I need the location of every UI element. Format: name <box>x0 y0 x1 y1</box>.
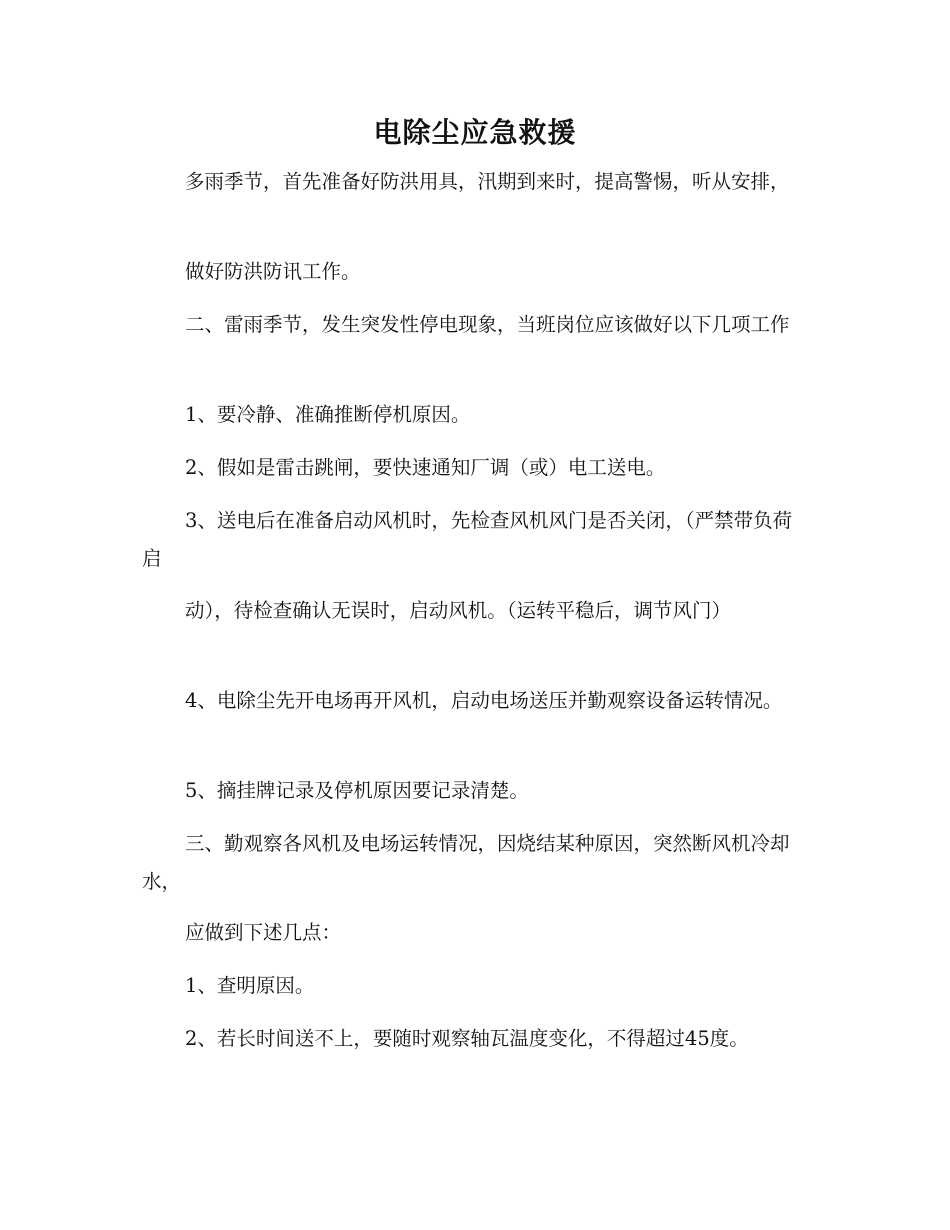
paragraph-4: 1、要冷静、准确推断停机原因。 <box>185 403 471 426</box>
paragraph-13: 2、若长时间送不上，要随时观察轴瓦温度变化，不得超过45度。 <box>185 1027 749 1050</box>
paragraph-6: 3、送电后在准备启动风机时，先检查风机风门是否关闭，（严禁带负荷启 <box>142 509 793 570</box>
paragraph-12: 1、查明原因。 <box>185 974 315 997</box>
paragraph-3: 二、雷雨季节，发生突发性停电现象，当班岗位应该做好以下几项工作 <box>185 313 790 336</box>
paragraph-5: 2、假如是雷击跳闸，要快速通知厂调（或）电工送电。 <box>185 456 666 479</box>
paragraph-9: 5、摘挂牌记录及停机原因要记录清楚。 <box>185 779 529 802</box>
paragraph-8: 4、电除尘先开电场再开风机，启动电场送压并勤观察设备运转情况。 <box>185 689 783 712</box>
document-title: 电除尘应急救援 <box>373 116 577 149</box>
paragraph-10: 三、勤观察各风机及电场运转情况，因烧结某种原因，突然断风机冷却水， <box>142 832 790 893</box>
paragraph-2: 做好防洪防讯工作。 <box>185 260 361 283</box>
paragraph-7: 动），待检查确认无误时，启动风机。（运转平稳后，调节风门） <box>185 599 732 622</box>
paragraph-1: 多雨季节，首先准备好防洪用具，汛期到来时，提高警惕，听从安排， <box>185 170 790 193</box>
paragraph-11: 应做到下述几点： <box>185 921 342 944</box>
